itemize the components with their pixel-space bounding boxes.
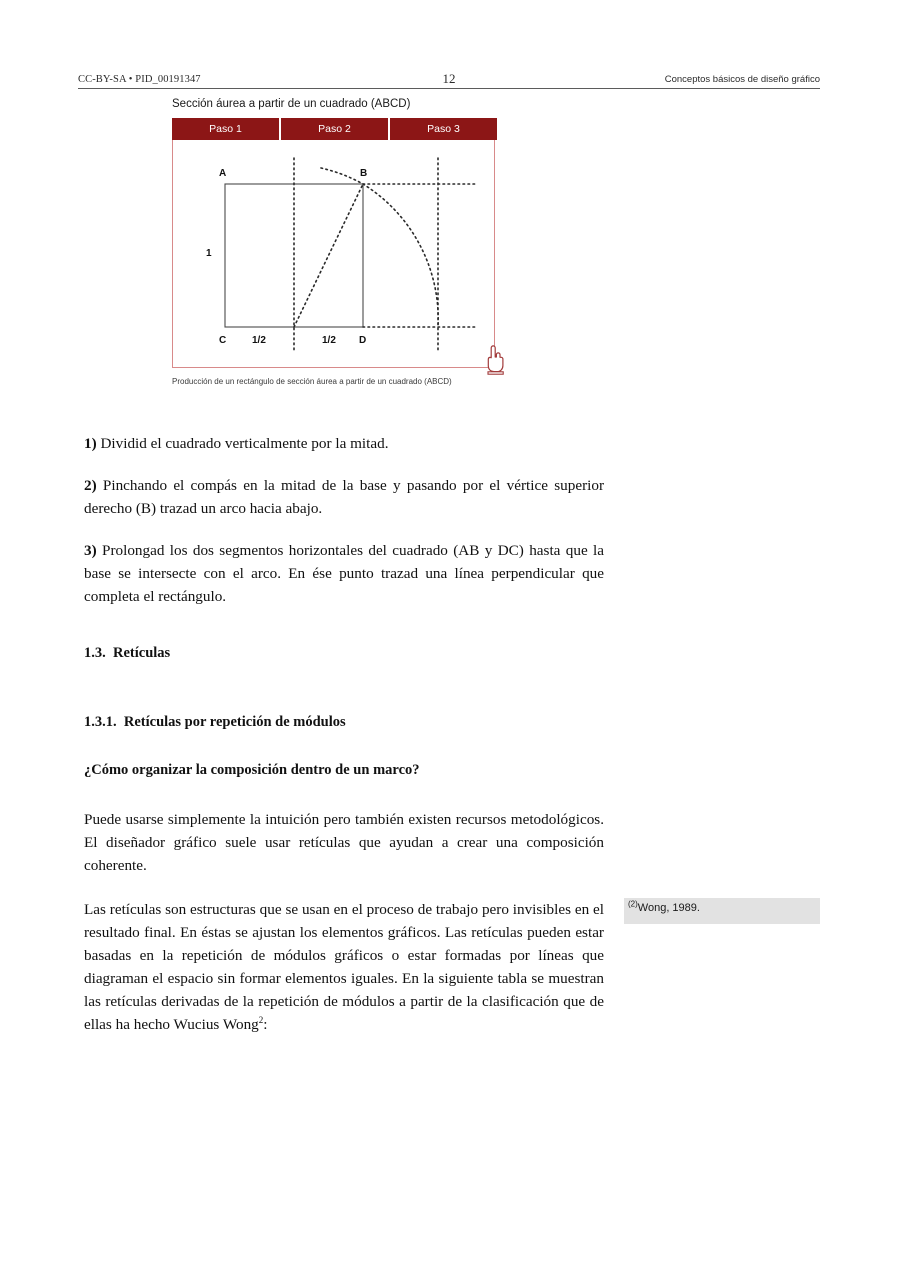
paragraph-reticulas xyxy=(84,898,604,1037)
paragraph-intro: Puede usarse simplemente la intuición pero también existen recursos metodológicos. El diseñador gráfico suele usar retículas que ayudan a crear una composición coherente. xyxy=(84,811,604,875)
instructions-list xyxy=(84,432,604,628)
subsection-number: 1.3.1. xyxy=(84,714,117,730)
section-title: Retículas xyxy=(113,645,171,661)
header-left-text: CC-BY-SA • PID_00191347 xyxy=(78,74,201,85)
margin-note-footnote xyxy=(624,898,820,924)
question-line xyxy=(84,762,604,779)
instruction-step-3 xyxy=(84,539,604,608)
margin-note-marker: (2) xyxy=(628,899,638,909)
label-b: B xyxy=(360,168,368,179)
section-heading-13 xyxy=(84,645,604,662)
label-c: C xyxy=(219,335,227,346)
instruction-step-2 xyxy=(84,474,604,520)
step-cell-3[interactable]: Paso 3 xyxy=(390,118,497,140)
instruction-2-text: Pinchando el compás en la mitad de la base y pasando por el vértice superior derecho (B) trazad un arco hacia abajo. xyxy=(84,477,604,518)
step-cell-2[interactable]: Paso 2 xyxy=(281,118,388,140)
golden-section-diagram xyxy=(173,140,496,368)
compass-arc-dotted xyxy=(363,184,438,327)
instruction-3-text: Prolongad los dos segmentos horizontales del cuadrado (AB y DC) hasta que la base se intersecte con el arco. En ése punto trazad una línea perpendicular que completa el rectángulo. xyxy=(84,542,604,606)
step-cell-1[interactable]: Paso 1 xyxy=(172,118,279,140)
paragraph-reticulas-block xyxy=(84,898,604,1056)
compass-arc-tail-dotted xyxy=(321,168,363,184)
compass-radius-dotted xyxy=(294,184,363,327)
label-a: A xyxy=(219,168,227,179)
paragraph-reticulas-text: Las retículas son estructuras que se usan en el proceso de trabajo pero invisibles en el resultado final. En éstas se ajustan los elementos gráficos. Las retículas pueden estar basadas en la repetición de módulos gráficos o estar formadas por líneas que diagraman el espacio sin formar elementos iguales. En la siguiente tabla se muestran las retículas derivadas de la repetición de módulos a partir de la clasificación que de ellas ha hecho Wucius Wong xyxy=(84,901,604,1034)
instruction-step-1 xyxy=(84,432,604,455)
subsection-heading xyxy=(84,714,604,731)
instruction-1-number: 1) xyxy=(84,435,97,452)
pointing-hand-cursor[interactable] xyxy=(483,345,505,375)
steps-header-row xyxy=(172,118,497,140)
section-heading xyxy=(84,645,604,662)
label-side-1: 1 xyxy=(206,248,212,259)
label-d: D xyxy=(359,335,367,346)
figure-seccion-aurea xyxy=(172,98,497,386)
margin-note-text: Wong, 1989. xyxy=(637,902,700,914)
instruction-1-text: Dividid el cuadrado verticalmente por la mitad. xyxy=(96,435,389,452)
section-number: 1.3. xyxy=(84,645,106,661)
instruction-2-number: 2) xyxy=(84,477,97,495)
figure-caption: Producción de un rectángulo de sección áurea a partir de un cuadrado (ABCD) xyxy=(172,377,452,386)
figure-title: Sección áurea a partir de un cuadrado (ABCD) xyxy=(172,98,411,110)
subsection-title: Retículas por repetición de módulos xyxy=(123,714,346,730)
subsection-heading-131 xyxy=(84,714,604,731)
paragraph-intro-block xyxy=(84,808,604,896)
page-number: 12 xyxy=(442,71,456,86)
square-abcd xyxy=(225,184,363,327)
instruction-3-number: 3) xyxy=(84,542,97,560)
page-header xyxy=(78,64,820,89)
footnote-marker[interactable]: 2 xyxy=(258,1015,264,1026)
question-text: ¿Cómo organizar la composición dentro de un marco? xyxy=(84,762,420,778)
label-half-left: 1/2 xyxy=(252,335,266,346)
label-half-right: 1/2 xyxy=(322,335,336,346)
paragraph-reticulas-tail: : xyxy=(263,1016,268,1034)
header-right-text: Conceptos básicos de diseño gráfico xyxy=(664,74,820,85)
figure-body xyxy=(172,140,495,368)
